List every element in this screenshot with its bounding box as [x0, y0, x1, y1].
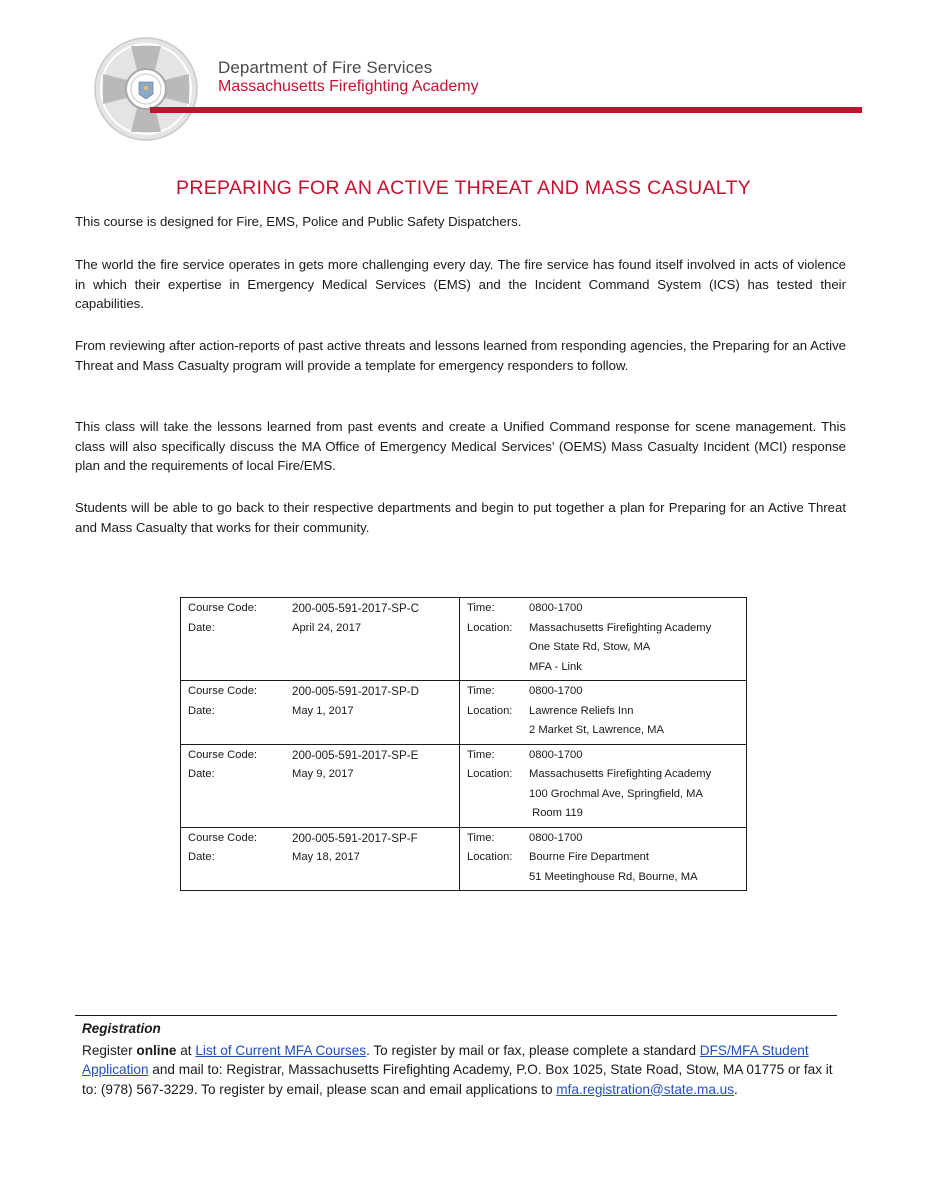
academy-name: Massachusetts Firefighting Academy	[218, 78, 479, 95]
location-line: One State Rd, Stow, MA	[529, 641, 651, 653]
date-label: Date:	[188, 768, 215, 780]
student-application-link[interactable]: DFS/MFA Student Application	[82, 1043, 809, 1078]
venue-cell	[460, 681, 747, 745]
course-code-value: 200-005-591-2017-SP-D	[292, 685, 419, 698]
date-label: Date:	[188, 704, 215, 717]
table-row	[181, 827, 747, 891]
location-line: 100 Grochmal Ave, Springfield, MA	[529, 787, 703, 800]
department-name: Department of Fire Services	[218, 58, 433, 77]
venue-cell	[460, 598, 747, 681]
location-label: Location:	[467, 621, 513, 634]
registration-heading: Registration	[82, 1021, 161, 1036]
course-cell	[181, 827, 460, 891]
location-line: 2 Market St, Lawrence, MA	[529, 724, 664, 736]
table-row	[181, 598, 747, 681]
venue-cell	[460, 827, 747, 891]
time-label: Time:	[467, 748, 495, 761]
registration-text-segment: .	[734, 1081, 738, 1097]
date-value: May 1, 2017	[292, 704, 354, 717]
table-row	[181, 744, 747, 827]
course-code-value: 200-005-591-2017-SP-F	[292, 831, 418, 845]
paragraph-audience: This course is designed for Fire, EMS, Police and Public Safety Dispatchers.	[75, 214, 522, 229]
location-line: Massachusetts Firefighting Academy	[529, 621, 712, 634]
paragraph-outcome: Students will be able to go back to their respective departments and begin to put together a plan for Preparing for an Active Threat and Mass Casualty that works for their community.	[75, 500, 846, 535]
time-value: 0800-1700	[529, 685, 583, 697]
course-cell	[181, 598, 460, 681]
location-line: 51 Meetinghouse Rd, Bourne, MA	[529, 870, 698, 883]
location-label: Location:	[467, 851, 513, 863]
date-label: Date:	[188, 851, 215, 863]
course-code-label: Course Code:	[188, 748, 258, 761]
course-code-label: Course Code:	[188, 602, 258, 614]
registration-text-segment: at	[176, 1043, 196, 1058]
time-label: Time:	[467, 602, 495, 614]
paragraph-intro: The world the fire service operates in gets more challenging every day. The fire service has found itself involved in acts of violence in which their expertise in Emergency Medical Services (EMS) and the Incident Command System (ICS) has tested their capabilities.	[75, 257, 846, 311]
registration-divider	[75, 1015, 837, 1016]
online-emphasis: online	[136, 1043, 177, 1058]
paragraph-unified-command: This class will take the lessons learned from past events and create a Unified Command response for scene management. This class will also specifically discuss the MA Office of Emergency Medical Services’ (OEMS) Mass Casualty Incident (MCI) response plan and the requirements of local Fire/EMS.	[75, 419, 846, 473]
location-line: Lawrence Reliefs Inn	[529, 704, 634, 717]
location-line: Bourne Fire Department	[529, 851, 650, 863]
time-label: Time:	[467, 685, 495, 697]
registration-text-segment: Register	[82, 1043, 137, 1058]
header-divider	[150, 107, 862, 113]
course-code-value: 200-005-591-2017-SP-C	[292, 602, 419, 615]
registration-text	[82, 1041, 842, 1099]
time-value: 0800-1700	[529, 831, 583, 844]
time-value: 0800-1700	[529, 602, 583, 614]
venue-cell	[460, 744, 747, 827]
course-cell	[181, 681, 460, 745]
maltese-cross-state-seal-icon	[93, 36, 199, 142]
location-line: Room 119	[529, 807, 583, 819]
course-code-label: Course Code:	[188, 831, 258, 844]
course-code-label: Course Code:	[188, 685, 258, 697]
table-row	[181, 681, 747, 745]
location-line: Massachusetts Firefighting Academy	[529, 768, 712, 780]
date-value: May 18, 2017	[292, 851, 360, 863]
course-code-value: 200-005-591-2017-SP-E	[292, 748, 419, 762]
location-label: Location:	[467, 704, 513, 717]
registration-text-segment: and mail to: Registrar, Massachusetts Firefighting Academy, P.O. Box 1025, State Road, Stow, MA 01775 or fax it to: (978) 567-3229. To register by email, please scan and email applications to	[82, 1062, 833, 1097]
location-line: MFA - Link	[529, 660, 582, 673]
date-label: Date:	[188, 621, 215, 634]
time-label: Time:	[467, 831, 495, 844]
date-value: April 24, 2017	[292, 621, 362, 634]
course-cell	[181, 744, 460, 827]
course-title: PREPARING FOR AN ACTIVE THREAT AND MASS CASUALTY	[176, 177, 751, 199]
schedule-table	[180, 597, 747, 891]
registration-email-link[interactable]: mfa.registration@state.ma.us	[556, 1081, 735, 1097]
course-list-link[interactable]: List of Current MFA Courses	[195, 1043, 367, 1058]
registration-text-segment: . To register by mail or fax, please complete a standard	[366, 1043, 700, 1058]
time-value: 0800-1700	[529, 748, 583, 761]
date-value: May 9, 2017	[292, 768, 354, 780]
paragraph-template: From reviewing after action-reports of past active threats and lessons learned from responding agencies, the Preparing for an Active Threat and Mass Casualty program will provide a template for emergency responders to follow.	[75, 338, 846, 373]
location-label: Location:	[467, 768, 513, 780]
